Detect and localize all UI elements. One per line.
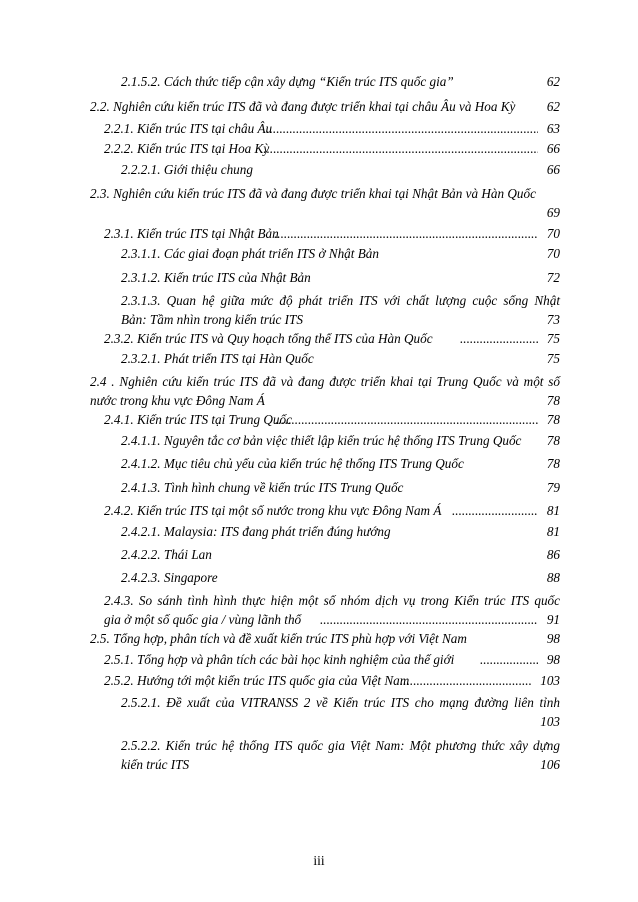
toc-leader-dots — [400, 671, 531, 690]
toc-entry-page: 78 — [546, 412, 560, 427]
toc-entry-page: 103 — [540, 714, 560, 729]
toc-entry-title: 2.3. Nghiên cứu kiến trúc ITS đã và đang được triển khai tại Nhật Bản và Hàn Quốc — [90, 186, 536, 201]
toc-leader-dots — [260, 139, 538, 158]
toc-entry-page: 91 — [546, 612, 560, 627]
toc-entry-title: 2.5. Tổng hợp, phân tích và đề xuất kiến trúc ITS phù hợp với Việt Nam — [90, 631, 467, 646]
toc-entry-page: 72 — [546, 270, 560, 285]
toc-entry-title: 2.5.1. Tổng hợp và phân tích các bài học kinh nghiệm của thế giới — [104, 652, 455, 667]
toc-entry-title: 2.4.2.1. Malaysia: ITS đang phát triển đúng hướng — [121, 524, 391, 539]
page-number: iii — [313, 853, 325, 868]
toc-entry-title: 2.3.1.2. Kiến trúc ITS của Nhật Bản — [121, 270, 311, 285]
toc-entry-page: 106 — [540, 757, 560, 772]
toc-entry-title-continued: Bản: Tầm nhìn trong kiến trúc ITS — [121, 312, 303, 327]
toc-entry-title: 2.4.1.1. Nguyên tắc cơ bản việc thiết lập kiến trúc hệ thống ITS Trung Quốc — [121, 433, 522, 448]
toc-entry-title: 2.5.2.1. Đề xuất của VITRANSS 2 về Kiến trúc ITS cho mạng đường liên tỉnh — [121, 695, 560, 710]
toc-entry-title: 2.3.1.1. Các giai đoạn phát triển ITS ở Nhật Bản — [121, 246, 379, 261]
toc-entry-title: 2.3.2.1. Phát triển ITS tại Hàn Quốc — [121, 351, 314, 366]
toc-leader-dots — [460, 329, 538, 348]
toc-leader-dots — [263, 119, 538, 138]
toc-entry-page: 66 — [546, 141, 560, 156]
toc-entry-title: 2.4.3. So sánh tình hình thực hiện một số nhóm dịch vụ trong Kiến trúc ITS quốc — [104, 593, 560, 608]
toc-entry-page: 81 — [546, 524, 560, 539]
toc-entry-title: 2.5.2.2. Kiến trúc hệ thống ITS quốc gia Việt Nam: Một phương thức xây dựng — [121, 738, 560, 753]
toc-entry-title: 2.4.1. Kiến trúc ITS tại Trung Quốc — [104, 412, 292, 427]
toc-entry-title-continued: gia ở một số quốc gia / vùng lãnh thổ — [104, 612, 302, 627]
toc-entry-title: 2.2.2. Kiến trúc ITS tại Hoa Kỳ — [104, 141, 270, 156]
toc-leader-dots — [452, 501, 538, 520]
toc-entry-page: 63 — [546, 121, 560, 136]
toc-entry-page: 73 — [546, 312, 560, 327]
toc-entry-page: 70 — [546, 246, 560, 261]
toc-entry-title: 2.2.2.1. Giới thiệu chung — [121, 162, 253, 177]
toc-entry-title-continued: nước trong khu vực Đông Nam Á — [90, 393, 265, 408]
toc-entry-page: 103 — [540, 673, 560, 688]
toc-entry-title: 2.4.2. Kiến trúc ITS tại một số nước trong khu vực Đông Nam Á — [104, 503, 442, 518]
toc-entry-page: 98 — [546, 631, 560, 646]
toc-entry-page: 79 — [546, 480, 560, 495]
toc-leader-dots — [274, 224, 538, 243]
toc-entry-page: 69 — [546, 205, 560, 220]
toc-entry-page: 98 — [546, 652, 560, 667]
toc-entry-title: 2.2. Nghiên cứu kiến trúc ITS đã và đang được triển khai tại châu Âu và Hoa Kỳ — [90, 99, 516, 114]
toc-entry-page: 86 — [546, 547, 560, 562]
toc-entry-page: 66 — [546, 162, 560, 177]
toc-entry-title: 2.3.1. Kiến trúc ITS tại Nhật Bản — [104, 226, 279, 241]
toc-entry-title: 2.3.1.3. Quan hệ giữa mức độ phát triển ITS với chất lượng cuộc sống Nhật — [121, 293, 560, 308]
toc-entry-title: 2.4.1.3. Tình hình chung về kiến trúc ITS Trung Quốc — [121, 480, 404, 495]
toc-entry-title: 2.4 . Nghiên cứu kiến trúc ITS đã và đang được triển khai tại Trung Quốc và một số — [90, 374, 560, 389]
toc-entry-page: 75 — [546, 331, 560, 346]
toc-entry-page: 88 — [546, 570, 560, 585]
toc-entry-page: 62 — [546, 74, 560, 89]
toc-entry-page: 78 — [546, 393, 560, 408]
toc-entry-page: 81 — [546, 503, 560, 518]
toc-entry-page: 78 — [546, 456, 560, 471]
toc-entry-page: 78 — [546, 433, 560, 448]
toc-leader-dots — [275, 410, 538, 429]
toc-entry-page: 62 — [546, 99, 560, 114]
toc-entry-title: 2.1.5.2. Cách thức tiếp cận xây dựng “Kiến trúc ITS quốc gia” — [121, 74, 454, 89]
toc-leader-dots — [320, 610, 538, 629]
toc-entry-title: 2.4.2.3. Singapore — [121, 570, 218, 585]
toc-entry-title: 2.4.1.2. Mục tiêu chủ yếu của kiến trúc hệ thống ITS Trung Quốc — [121, 456, 464, 471]
toc-entry-title: 2.3.2. Kiến trúc ITS và Quy hoạch tổng thể ITS của Hàn Quốc — [104, 331, 433, 346]
toc-entry-title: 2.4.2.2. Thái Lan — [121, 547, 212, 562]
toc-entry-page: 70 — [546, 226, 560, 241]
toc-entry-title: 2.2.1. Kiến trúc ITS tại châu Âu — [104, 121, 273, 136]
toc-entry-title-continued: kiến trúc ITS — [121, 757, 190, 772]
toc-leader-dots — [480, 650, 538, 669]
toc-entry-page: 75 — [546, 351, 560, 366]
toc-entry-title: 2.5.2. Hướng tới một kiến trúc ITS quốc gia của Việt Nam — [104, 673, 410, 688]
